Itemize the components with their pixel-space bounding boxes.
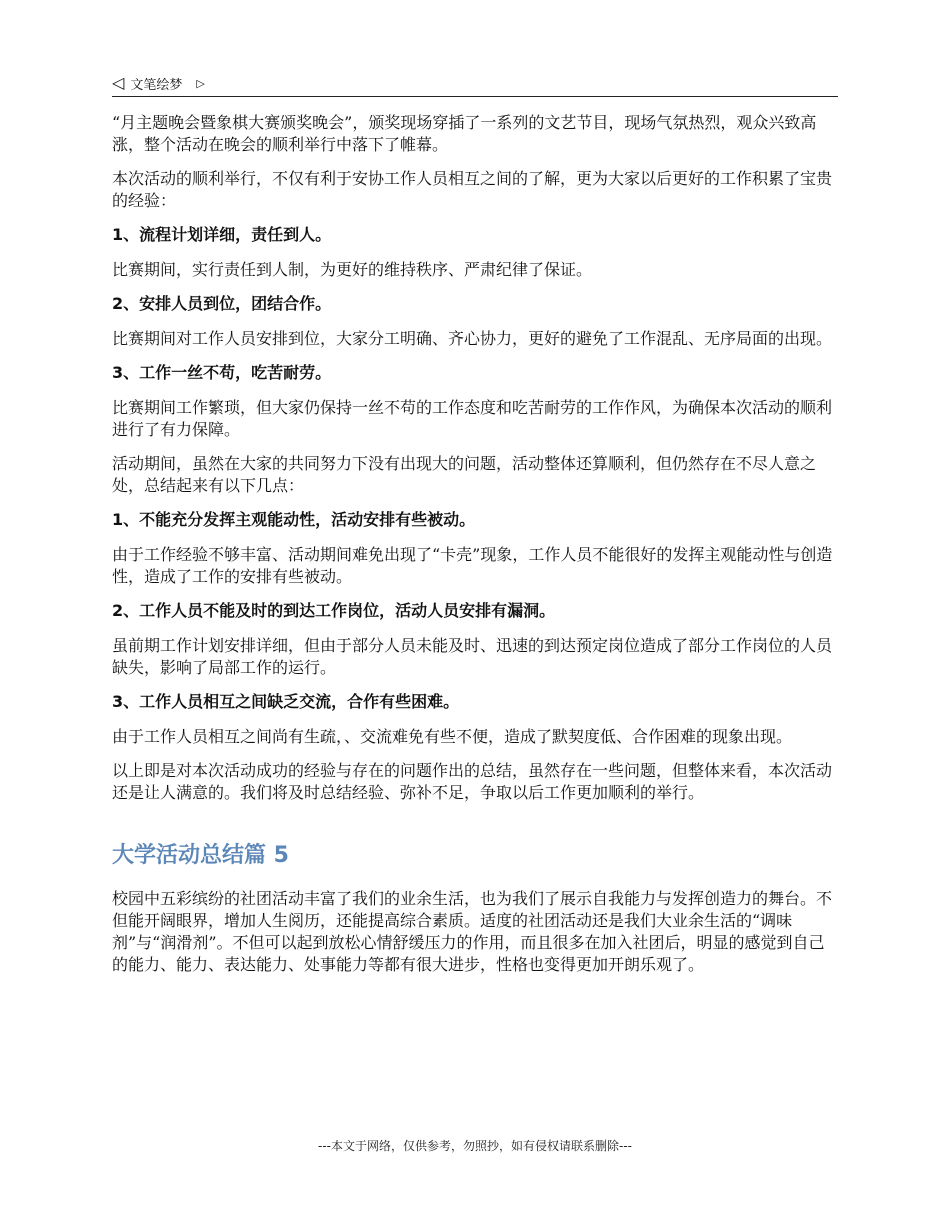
page-footer: ---本文于网络，仅供参考，勿照抄，如有侵权请联系删除--- bbox=[318, 1139, 632, 1153]
paragraph: “月主题晚会暨象棋大赛颁奖晚会”，颁奖现场穿插了一系列的文艺节目，现场气氛热烈，观众兴致高涨，整个活动在晚会的顺利举行中落下了帷幕。 bbox=[112, 113, 817, 154]
paragraph: 比赛期间对工作人员安排到位，大家分工明确、齐心协力，更好的避免了工作混乱、无序局面的出现。 bbox=[112, 329, 833, 348]
header-title: 文笔绘梦 bbox=[130, 77, 183, 93]
subheading: 2、安排人员到位，团结合作。 bbox=[112, 294, 332, 313]
paragraph: 由于工作经验不够丰富、活动期间难免出现了“卡壳”现象，工作人员不能很好的发挥主观能动性与创造性，造成了工作的安排有些被动。 bbox=[112, 545, 833, 586]
paragraph: 以上即是对本次活动成功的经验与存在的问题作出的总结，虽然存在一些问题，但整体来看，本次活动还是让人满意的。我们将及时总结经验、弥补不足，争取以后工作更加顺利的举行。 bbox=[112, 761, 833, 802]
subheading: 1、流程计划详细，责任到人。 bbox=[112, 225, 332, 244]
paragraph: 活动期间，虽然在大家的共同努力下没有出现大的问题，活动整体还算顺利，但仍然存在不尽人意之处，总结起来有以下几点： bbox=[112, 454, 817, 495]
paragraph: 比赛期间工作繁琐，但大家仍保持一丝不苟的工作态度和吃苦耐劳的工作作风，为确保本次活动的顺利进行了有力保障。 bbox=[112, 398, 833, 439]
subheading: 3、工作人员相互之间缺乏交流，合作有些困难。 bbox=[112, 692, 460, 711]
paragraph: 由于工作人员相互之间尚有生疏，、交流难免有些不便，造成了默契度低、合作困难的现象出现。 bbox=[112, 727, 793, 746]
paragraph: 本次活动的顺利举行，不仅有利于安协工作人员相互之间的了解，更为大家以后更好的工作积累了宝贵的经验： bbox=[112, 169, 833, 210]
paragraph: 虽前期工作计划安排详细，但由于部分人员未能及时、迅速的到达预定岗位造成了部分工作岗位的人员缺失，影响了局部工作的运行。 bbox=[112, 636, 833, 677]
subheading: 1、不能充分发挥主观能动性，活动安排有些被动。 bbox=[112, 510, 476, 529]
triangle-left-icon: ◁ bbox=[112, 73, 125, 92]
subheading: 3、工作一丝不苟，吃苦耐劳。 bbox=[112, 363, 332, 382]
section-title: 大学活动总结篇 5 bbox=[112, 843, 289, 868]
subheading: 2、工作人员不能及时的到达工作岗位，活动人员安排有漏洞。 bbox=[112, 601, 556, 620]
paragraph: 比赛期间，实行责任到人制，为更好的维持秩序、严肃纪律了保证。 bbox=[112, 260, 593, 279]
paragraph: 校园中五彩缤纷的社团活动丰富了我们的业余生活，也为我们了展示自我能力与发挥创造力的舞台。不但能开阔眼界，增加人生阅历，还能提高综合素质。适度的社团活动还是我们大业余生活的“调味剂”与“润滑剂”。不但可以起到放松心情舒缓压力的作用，而且很多在加入社团后，明显的感觉到自己的能力、能力、表达能力、处事能力等都有很大进步，性格也变得更加开朗乐观了。 bbox=[112, 889, 833, 974]
triangle-right-icon: ▷ bbox=[196, 76, 205, 90]
document-body bbox=[112, 112, 838, 988]
page-header bbox=[112, 70, 838, 97]
